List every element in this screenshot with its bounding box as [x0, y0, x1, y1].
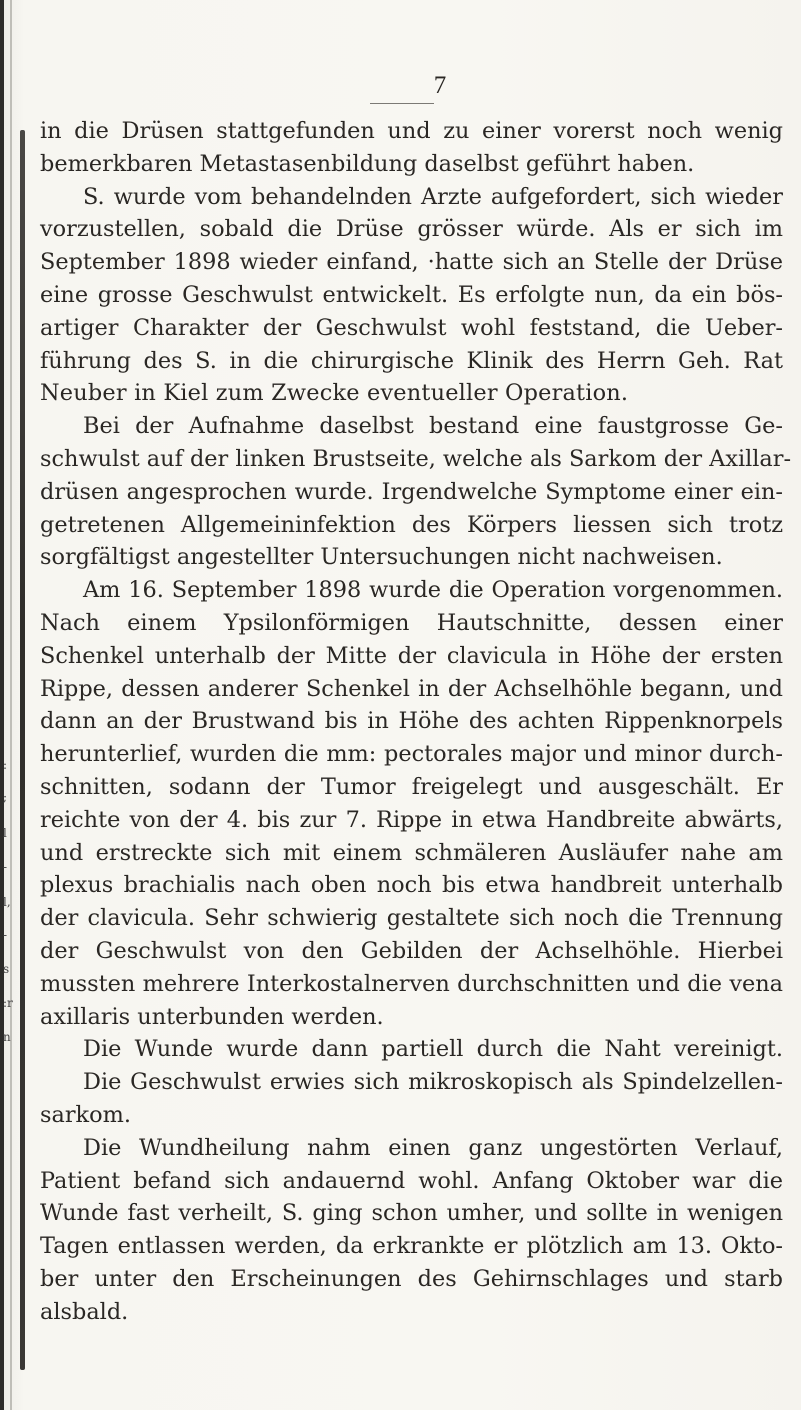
binding-edge	[0, 0, 4, 1410]
text-line: axillaris unterbunden werden.	[40, 1003, 384, 1030]
margin-mark: l	[3, 826, 7, 840]
gutter-rule	[20, 130, 25, 1370]
text-line: Neuber in Kiel zum Zwecke eventueller Operation.	[40, 380, 629, 407]
text-line: Bei der Aufnahme daselbst bestand eine faustgrosse Ge-	[83, 413, 783, 440]
binding-shadow	[10, 0, 12, 1410]
text-line: plexus brachialis nach oben noch bis etwa handbreit unterhalb	[40, 872, 783, 899]
text-line: der clavicula. Sehr schwierig gestaltete sich noch die Trennung	[40, 905, 783, 932]
text-line: eine grosse Geschwulst entwickelt. Es erfolgte nun, da ein bös-	[40, 281, 783, 308]
text-line: führung des S. in die chirurgische Klinik des Herrn Geh. Rat	[40, 347, 783, 374]
text-line: sarkom.	[40, 1101, 131, 1128]
text-line: S. wurde vom behandelnden Arzte aufgefordert, sich wieder	[83, 183, 783, 210]
margin-mark: :r	[3, 996, 13, 1010]
text-line: Die Wundheilung nahm einen ganz ungestörten Verlauf,	[83, 1134, 783, 1161]
margin-mark: -	[3, 860, 8, 874]
text-line: und erstreckte sich mit einem schmäleren Ausläufer nahe am	[40, 839, 783, 866]
text-line: sorgfältigst angestellter Untersuchungen nicht nachweisen.	[40, 544, 723, 571]
text-line: Tagen entlassen werden, da erkrankte er plötzlich am 13. Okto-	[40, 1233, 783, 1260]
margin-mark: :	[3, 758, 8, 772]
text-line: herunterlief, wurden die mm: pectorales major und minor durch-	[40, 741, 783, 768]
text-line: Nach einem Ypsilonförmigen Hautschnitte, dessen einer	[40, 609, 783, 636]
page-number: 7	[433, 72, 447, 99]
text-line: Am 16. September 1898 wurde die Operation vorgenommen.	[83, 577, 783, 604]
text-line: Wunde fast verheilt, S. ging schon umher, und sollte in wenigen	[40, 1200, 783, 1227]
text-line: der Geschwulst von den Gebilden der Achselhöhle. Hierbei	[40, 937, 783, 964]
margin-mark: -	[3, 928, 8, 942]
text-line: schwulst auf der linken Brustseite, welche als Sarkom der Axillar-	[40, 445, 792, 472]
margin-mark: s	[3, 962, 10, 976]
header-rule	[370, 103, 434, 104]
text-line: dann an der Brustwand bis in Höhe des achten Rippenknorpels	[40, 708, 783, 735]
text-line: drüsen angesprochen wurde. Irgendwelche Symptome einer ein-	[40, 478, 783, 505]
text-line: Die Geschwulst erwies sich mikroskopisch als Spindelzellen-	[83, 1069, 783, 1096]
text-line: ber unter den Erscheinungen des Gehirnschlages und starb	[40, 1265, 783, 1292]
margin-mark: n	[3, 1030, 11, 1044]
text-line: Die Wunde wurde dann partiell durch die Naht vereinigt.	[83, 1036, 783, 1063]
text-line: in die Drüsen stattgefunden und zu einer vorerst noch wenig	[40, 118, 783, 144]
text-line: vorzustellen, sobald die Drüse grösser würde. Als er sich im	[40, 216, 783, 243]
text-line: Rippe, dessen anderer Schenkel in der Achselhöhle begann, und	[40, 675, 783, 702]
text-line: schnitten, sodann der Tumor freigelegt und ausgeschält. Er	[40, 773, 783, 800]
text-line: getretenen Allgemeininfektion des Körpers liessen sich trotz	[40, 511, 783, 538]
text-line: Schenkel unterhalb der Mitte der clavicula in Höhe der ersten	[40, 642, 783, 669]
margin-mark: ;	[3, 790, 8, 804]
text-line: Patient befand sich andauernd wohl. Anfang Oktober war die	[40, 1167, 783, 1194]
margin-mark: l,	[3, 895, 11, 909]
body-text	[40, 115, 792, 1328]
text-line: mussten mehrere Interkostalnerven durchschnitten und die vena	[40, 970, 783, 997]
text-line: alsbald.	[40, 1298, 129, 1325]
text-line: artiger Charakter der Geschwulst wohl feststand, die Ueber-	[40, 314, 783, 341]
text-line: bemerkbaren Metastasenbildung daselbst geführt haben.	[40, 150, 695, 177]
text-line: reichte von der 4. bis zur 7. Rippe in etwa Handbreite abwärts,	[40, 806, 783, 833]
text-line: September 1898 wieder einfand, ·hatte sich an Stelle der Drüse	[40, 249, 783, 276]
